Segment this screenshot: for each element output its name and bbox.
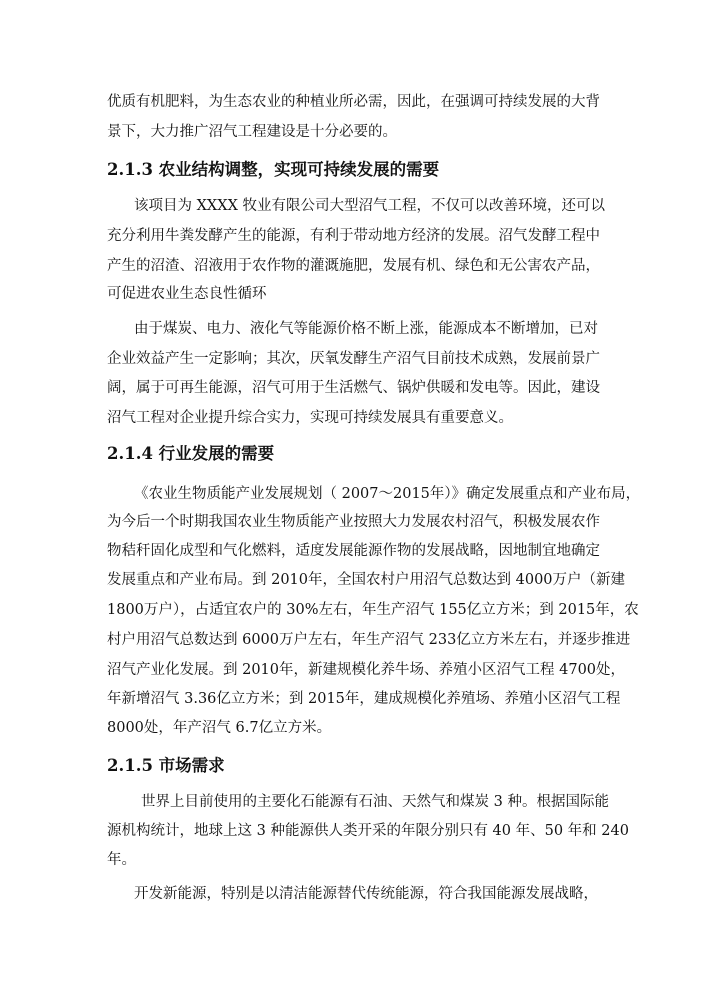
- intro-line-2: 景下，大力推广沼气工程建设是十分必要的。: [107, 124, 397, 140]
- s214-line-7: 沼气产业化发展。到 2010年，新建规模化养牛场、养殖小区沼气工程 4700处，: [107, 662, 626, 678]
- s213-p2-line-2: 企业效益产生一定影响；其次，厌氧发酵生产沼气目前技术成熟，发展前景广: [107, 351, 600, 367]
- s213-p1-line-1: 该项目为 XXXX 牧业有限公司大型沼气工程，不仅可以改善环境，还可以: [134, 198, 606, 214]
- s215-p1-line-2: 源机构统计，地球上这 3 种能源供人类开采的年限分别只有 40 年、50 年和 240: [107, 823, 629, 839]
- s213-p2-line-4: 沼气工程对企业提升综合实力，实现可持续发展具有重要意义。: [107, 410, 513, 426]
- s214-line-3: 物秸秆固化成型和气化燃料，适度发展能源作物的发展战略，因地制宜地确定: [107, 543, 600, 559]
- s215-p1-line-3: 年。: [107, 852, 136, 868]
- section-2-1-5-heading: 2.1.5 市场需求: [107, 756, 225, 775]
- s214-line-5: 1800万户），占适宜农户的 30%左右，年生产沼气 155亿立方米；到 2015年，农: [107, 602, 639, 618]
- s214-line-2: 为今后一个时期我国农业生物质能产业按照大力发展农村沼气，积极发展农作: [107, 514, 600, 530]
- s214-line-4: 发展重点和产业布局。到 2010年，全国农村户用沼气总数达到 4000万户（新建: [107, 572, 626, 588]
- s214-line-8: 年新增沼气 3.36亿立方米；到 2015年，建成规模化养殖场、养殖小区沼气工程: [107, 691, 621, 707]
- s213-p2-line-3: 阔，属于可再生能源，沼气可用于生活燃气、锅炉供暖和发电等。因此，建设: [107, 380, 600, 396]
- s213-p1-line-4: 可促进农业生态良性循环: [107, 286, 267, 302]
- s214-line-9: 8000处，年产沼气 6.7亿立方米。: [107, 720, 332, 736]
- s214-line-1: 《农业生物质能产业发展规划（ 2007～2015年）》确定发展重点和产业布局，: [134, 486, 641, 502]
- section-2-1-4-heading: 2.1.4 行业发展的需要: [107, 444, 275, 463]
- s215-p1-line-1: 世界上目前使用的主要化石能源有石油、天然气和煤炭 3 种。根据国际能: [141, 794, 609, 810]
- s215-p2-line-1: 开发新能源，特别是以清洁能源替代传统能源，符合我国能源发展战略，: [134, 886, 598, 902]
- s213-p2-line-1: 由于煤炭、电力、液化气等能源价格不断上涨，能源成本不断增加，已对: [134, 321, 598, 337]
- s213-p1-line-3: 产生的沼渣、沼液用于农作物的灌溉施肥，发展有机、绿色和无公害农产品，: [107, 258, 600, 274]
- s214-line-6: 村户用沼气总数达到 6000万户左右，年生产沼气 233亿立方米左右，并逐步推进: [107, 632, 631, 648]
- s213-p1-line-2: 充分利用牛粪发酵产生的能源，有利于带动地方经济的发展。沼气发酵工程中: [107, 228, 600, 244]
- intro-line-1: 优质有机肥料，为生态农业的种植业所必需，因此，在强调可持续发展的大背: [107, 94, 600, 110]
- section-2-1-3-heading: 2.1.3 农业结构调整，实现可持续发展的需要: [107, 160, 440, 179]
